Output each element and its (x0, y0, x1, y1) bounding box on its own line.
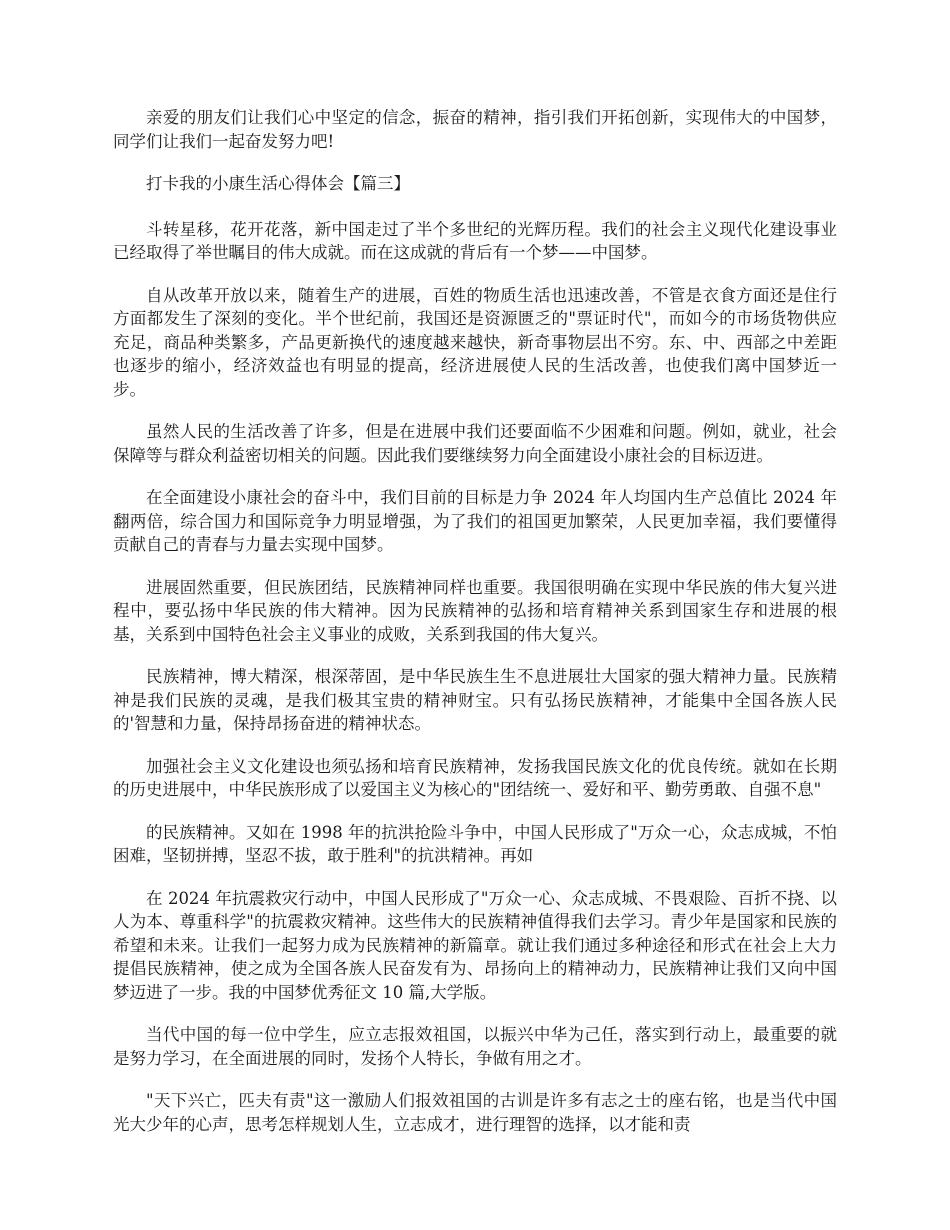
paragraph-challenges: 虽然人民的生活改善了许多，但是在进展中我们还要面临不少困难和问题。例如，就业，社会保障等与群众利益密切相关的问题。因此我们要继续努力向全面建设小康社会的目标迈进。 (113, 422, 837, 465)
paragraph-motto: "天下兴亡，匹夫有责"这一激励人们报效祖国的古训是许多有志之士的座右铭，也是当代中国光大少年的心声，思考怎样规划人生，立志成才，进行理智的选择，以才能和责 (113, 1091, 837, 1134)
section-heading: 打卡我的小康生活心得体会【篇三】 (146, 174, 410, 193)
paragraph-culture: 加强社会主义文化建设也须弘扬和培育民族精神，发扬我国民族文化的优良传统。就如在长期的历史进展中，中华民族形成了以爱国主义为核心的"团结统一、爱好和平、勤劳勇敢、自强不息" (113, 756, 837, 799)
paragraph-closing-appeal: 亲爱的朋友们让我们心中坚定的信念，振奋的精神，指引我们开拓创新，实现伟大的中国梦，同学们让我们一起奋发努力吧! (113, 108, 837, 151)
paragraph-goal: 在全面建设小康社会的奋斗中，我们目前的目标是力争 2024 年人均国内生产总值比 2024 年翻两倍，综合国力和国际竞争力明显增强，为了我们的祖国更加繁荣，人民更加幸福，我们要懂得贡献自己的青春与力量去实现中国梦。 (113, 488, 837, 554)
paragraph-students: 当代中国的每一位中学生，应立志报效祖国，以振兴中华为己任，落实到行动上，最重要的就是努力学习，在全面进展的同时，发扬个人特长，争做有用之才。 (113, 1025, 837, 1068)
paragraph-earthquake: 在 2024 年抗震救灾行动中，中国人民形成了"万众一心、众志成城、不畏艰险、百折不挠、以人为本、尊重科学"的抗震救灾精神。这些伟大的民族精神值得我们去学习。青少年是国家和民族的希望和未来。让我们一起努力成为民族精神的新篇章。就让我们通过多种途径和形式在社会上大力提倡民族精神，使之成为全国各族人民奋发有为、昂扬向上的精神动力，民族精神让我们又向中国梦迈进了一步。我的中国梦优秀征文 10 篇,大学版。 (113, 888, 837, 1002)
paragraph-national-spirit: 进展固然重要，但民族团结，民族精神同样也重要。我国很明确在实现中华民族的伟大复兴进程中，要弘扬中华民族的伟大精神。因为民族精神的弘扬和培育精神关系到国家生存和进展的根基，关系到中国特色社会主义事业的成败，关系到我国的伟大复兴。 (113, 577, 837, 644)
paragraph-flood: 的民族精神。又如在 1998 年的抗洪抢险斗争中，中国人民形成了"万众一心，众志成城，不怕困难，坚韧拼搏，坚忍不拔，敢于胜利"的抗洪精神。再如 (113, 822, 837, 865)
paragraph-intro: 斗转星移，花开花落，新中国走过了半个多世纪的光辉历程。我们的社会主义现代化建设事业已经取得了举世瞩目的伟大成就。而在这成就的背后有一个梦——中国梦。 (113, 219, 837, 262)
paragraph-spirit-soul: 民族精神，博大精深，根深蒂固，是中华民族生生不息进展壮大国家的强大精神力量。民族精神是我们民族的灵魂，是我们极其宝贵的精神财宝。只有弘扬民族精神，才能集中全国各族人民的'智慧和力量，保持昂扬奋进的精神状态。 (113, 667, 837, 733)
document-body (113, 106, 837, 1155)
paragraph-reform: 自从改革开放以来，随着生产的进展，百姓的物质生活也迅速改善，不管是衣食方面还是住行方面都发生了深刻的变化。半个世纪前，我国还是资源匮乏的"票证时代"，而如今的市场货物供应充足，商品种类繁多，产品更新换代的速度越来越快，新奇事物层出不穷。东、中、西部之中差距也逐步的缩小，经济效益也有明显的提高，经济进展使人民的生活改善，也使我们离中国梦近一步。 (113, 285, 837, 399)
